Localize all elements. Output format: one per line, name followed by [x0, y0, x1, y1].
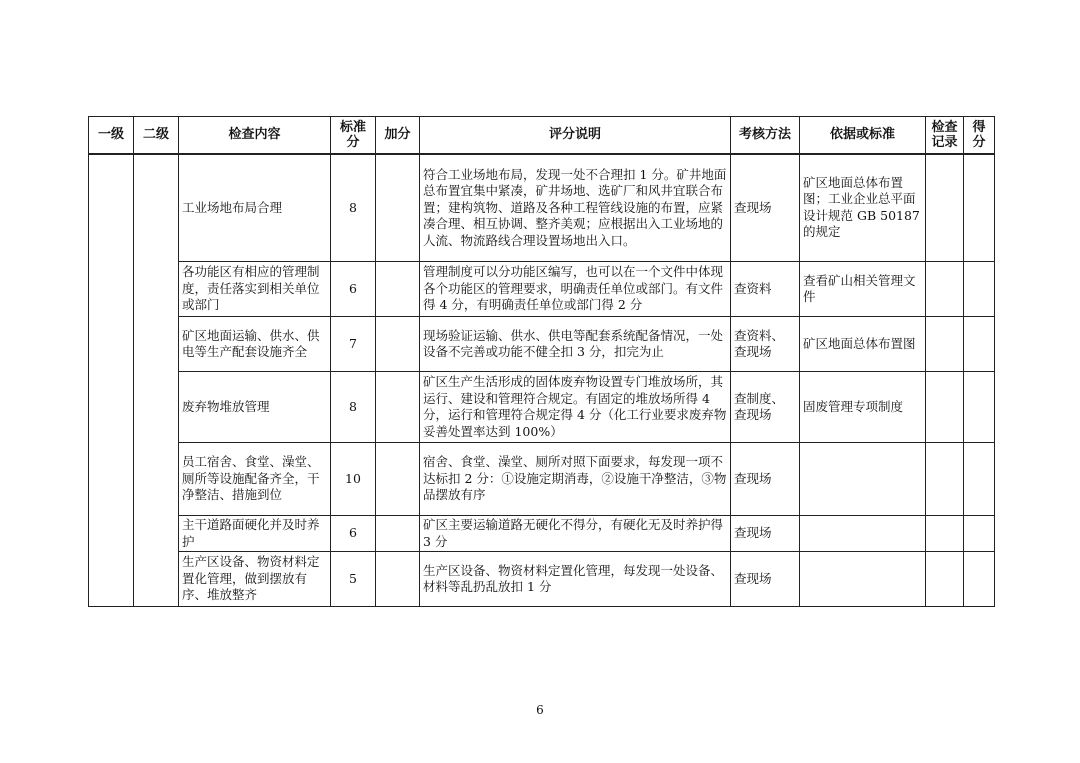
level1-cell [89, 154, 134, 607]
page-number: 6 [536, 703, 544, 717]
row-score [964, 443, 995, 516]
row-standard-score: 5 [331, 552, 376, 607]
header-method: 考核方法 [731, 117, 800, 154]
row-content: 各功能区有相应的管理制度，责任落实到相关单位或部门 [179, 262, 331, 317]
row-content: 主干道路面硬化并及时养护 [179, 516, 331, 552]
table-row [89, 154, 995, 262]
table-row [89, 516, 995, 552]
header-content: 检查内容 [179, 117, 331, 154]
row-standard-score: 6 [331, 262, 376, 317]
table-row [89, 262, 995, 317]
row-basis: 固废管理专项制度 [800, 372, 926, 443]
row-bonus [376, 552, 420, 607]
header-standard-score: 标准分 [331, 117, 376, 154]
header-level1: 一级 [89, 117, 134, 154]
header-score: 得分 [964, 117, 995, 154]
row-content: 废弃物堆放管理 [179, 372, 331, 443]
row-score [964, 516, 995, 552]
table-row [89, 552, 995, 607]
row-scoring-notes: 宿舍、食堂、澡堂、厕所对照下面要求，每发现一项不达标扣 2 分：①设施定期消毒，②设施干净整洁，③物品摆放有序 [420, 443, 731, 516]
header-record: 检查记录 [926, 117, 964, 154]
inspection-score-table [88, 116, 995, 607]
row-scoring-notes: 符合工业场地布局，发现一处不合理扣 1 分。矿井地面总布置宜集中紧凑，矿井场地、选矿厂和风井宜联合布置；建构筑物、道路及各种工程管线设施的布置，应紧凑合理、相互协调、整齐美观；应根据出入工业场地的人流、物流路线合理设置场地出入口。 [420, 154, 731, 262]
row-standard-score: 8 [331, 154, 376, 262]
row-scoring-notes: 生产区设备、物资材料定置化管理，每发现一处设备、材料等乱扔乱放扣 1 分 [420, 552, 731, 607]
header-basis: 依据或标准 [800, 117, 926, 154]
row-bonus [376, 154, 420, 262]
row-standard-score: 10 [331, 443, 376, 516]
header-level2: 二级 [134, 117, 179, 154]
row-method: 查现场 [731, 443, 800, 516]
row-record [926, 516, 964, 552]
row-score [964, 154, 995, 262]
row-method: 查现场 [731, 154, 800, 262]
row-score [964, 262, 995, 317]
row-bonus [376, 516, 420, 552]
row-record [926, 317, 964, 372]
row-scoring-notes: 矿区主要运输道路无硬化不得分，有硬化无及时养护得 3 分 [420, 516, 731, 552]
row-record [926, 372, 964, 443]
table-row [89, 317, 995, 372]
header-bonus: 加分 [376, 117, 420, 154]
row-scoring-notes: 现场验证运输、供水、供电等配套系统配备情况，一处设备不完善或功能不健全扣 3 分，扣完为止 [420, 317, 731, 372]
row-record [926, 443, 964, 516]
table-row [89, 372, 995, 443]
row-basis: 查看矿山相关管理文件 [800, 262, 926, 317]
row-basis: 矿区地面总体布置图；工业企业总平面设计规范 GB 50187 的规定 [800, 154, 926, 262]
row-bonus [376, 317, 420, 372]
row-content: 工业场地布局合理 [179, 154, 331, 262]
row-scoring-notes: 矿区生产生活形成的固体废弃物设置专门堆放场所，其运行、建设和管理符合规定。有固定的堆放场所得 4 分，运行和管理符合规定得 4 分（化工行业要求废弃物妥善处置率达到 100%） [420, 372, 731, 443]
level2-cell [134, 154, 179, 607]
row-score [964, 317, 995, 372]
row-score [964, 552, 995, 607]
row-method: 查资料、查现场 [731, 317, 800, 372]
row-content: 矿区地面运输、供水、供电等生产配套设施齐全 [179, 317, 331, 372]
row-basis [800, 552, 926, 607]
row-basis: 矿区地面总体布置图 [800, 317, 926, 372]
row-standard-score: 6 [331, 516, 376, 552]
row-method: 查制度、查现场 [731, 372, 800, 443]
table-row [89, 443, 995, 516]
row-method: 查现场 [731, 552, 800, 607]
row-bonus [376, 262, 420, 317]
header-scoring-notes: 评分说明 [420, 117, 731, 154]
row-bonus [376, 372, 420, 443]
row-method: 查资料 [731, 262, 800, 317]
row-standard-score: 8 [331, 372, 376, 443]
row-standard-score: 7 [331, 317, 376, 372]
row-basis [800, 443, 926, 516]
row-bonus [376, 443, 420, 516]
row-scoring-notes: 管理制度可以分功能区编写，也可以在一个文件中体现各个功能区的管理要求，明确责任单位或部门。有文件得 4 分，有明确责任单位或部门得 2 分 [420, 262, 731, 317]
row-record [926, 262, 964, 317]
row-content: 员工宿舍、食堂、澡堂、厕所等设施配备齐全，干净整洁、措施到位 [179, 443, 331, 516]
table-header-row [89, 117, 995, 154]
row-content: 生产区设备、物资材料定置化管理，做到摆放有序、堆放整齐 [179, 552, 331, 607]
row-score [964, 372, 995, 443]
row-record [926, 552, 964, 607]
row-record [926, 154, 964, 262]
row-basis [800, 516, 926, 552]
row-method: 查现场 [731, 516, 800, 552]
